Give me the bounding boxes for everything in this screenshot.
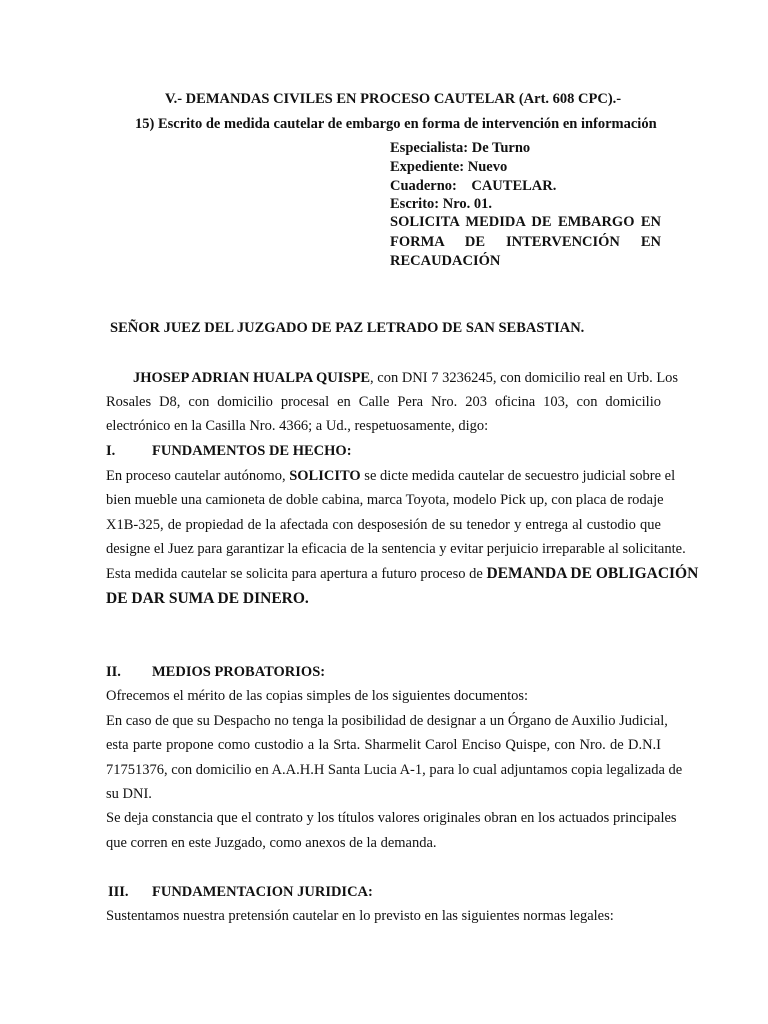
sumilla-line-1: SOLICITA MEDIDA DE EMBARGO EN: [390, 214, 661, 230]
section-1-line-4: designe el Juez para garantizar la eficacia de la sentencia y evitar perjuicio irreparable al solicitante.: [106, 541, 686, 557]
sumilla-line-3: RECAUDACIÓN: [390, 253, 501, 269]
section-2-line-4: 71751376, con domicilio en A.A.H.H Santa Lucia A-1, para lo cual adjuntamos copia legalizada de: [106, 762, 683, 778]
section-2-line-5: su DNI.: [106, 786, 152, 802]
section-2-line-3: esta parte propone como custodio a la Srta. Sharmelit Carol Enciso Quispe, con Nro. de D.N.I: [106, 737, 661, 753]
expediente: Expediente: Nuevo: [390, 159, 508, 175]
petitioner-name: JHOSEP ADRIAN HUALPA QUISPE: [133, 370, 371, 386]
escrito: Escrito: Nro. 01.: [390, 196, 493, 212]
section-2-line-2: En caso de que su Despacho no tenga la posibilidad de designar a un Órgano de Auxilio Judicial,: [106, 713, 668, 729]
section-2-title: MEDIOS PROBATORIOS:: [152, 664, 326, 680]
section-2-line-7: que corren en este Juzgado, como anexos de la demanda.: [106, 835, 437, 851]
sumilla-line-2: FORMA DE INTERVENCIÓN EN: [390, 234, 661, 250]
cuaderno: Cuaderno: CAUTELAR.: [390, 178, 557, 194]
document-subtitle: 15) Escrito de medida cautelar de embargo en forma de intervención en información: [135, 116, 657, 132]
section-3-number: III.: [108, 884, 129, 900]
section-1-line-5: Esta medida cautelar se solicita para apertura a futuro proceso de DEMANDA DE OBLIGACIÓN: [106, 565, 699, 582]
intro-line-3: electrónico en la Casilla Nro. 4366; a Ud., respetuosamente, digo:: [106, 418, 489, 434]
addressee: SEÑOR JUEZ DEL JUZGADO DE PAZ LETRADO DE SAN SEBASTIAN.: [110, 320, 585, 336]
section-1-number: I.: [106, 443, 116, 459]
section-2-line-6: Se deja constancia que el contrato y los títulos valores originales obran en los actuados principales: [106, 810, 677, 826]
section-1-title: FUNDAMENTOS DE HECHO:: [152, 443, 352, 459]
section-2-number: II.: [106, 664, 121, 680]
section-1-line-3: X1B-325, de propiedad de la afectada con desposesión de su tenedor y entrega al custodio que: [106, 517, 661, 533]
especialista: Especialista: De Turno: [390, 140, 531, 156]
section-3-title: FUNDAMENTACION JURIDICA:: [152, 884, 373, 900]
document-title: V.- DEMANDAS CIVILES EN PROCESO CAUTELAR (Art. 608 CPC).-: [165, 91, 622, 107]
intro-line-1: JHOSEP ADRIAN HUALPA QUISPE, con DNI 7 3236245, con domicilio real en Urb. Los: [133, 370, 679, 386]
section-1-line-1: En proceso cautelar autónomo, SOLICITO se dicte medida cautelar de secuestro judicial sobre el: [106, 468, 676, 484]
section-3-line-1: Sustentamos nuestra pretensión cautelar en lo previsto en las siguientes normas legales:: [106, 908, 614, 924]
intro-line-2: Rosales D8, con domicilio procesal en Calle Pera Nro. 203 oficina 103, con domicilio: [106, 394, 661, 410]
section-2-line-1: Ofrecemos el mérito de las copias simples de los siguientes documentos:: [106, 688, 529, 704]
section-1-line-6: DE DAR SUMA DE DINERO.: [106, 590, 309, 607]
section-1-line-2: bien mueble una camioneta de doble cabina, marca Toyota, modelo Pick up, con placa de rodaje: [106, 492, 664, 508]
